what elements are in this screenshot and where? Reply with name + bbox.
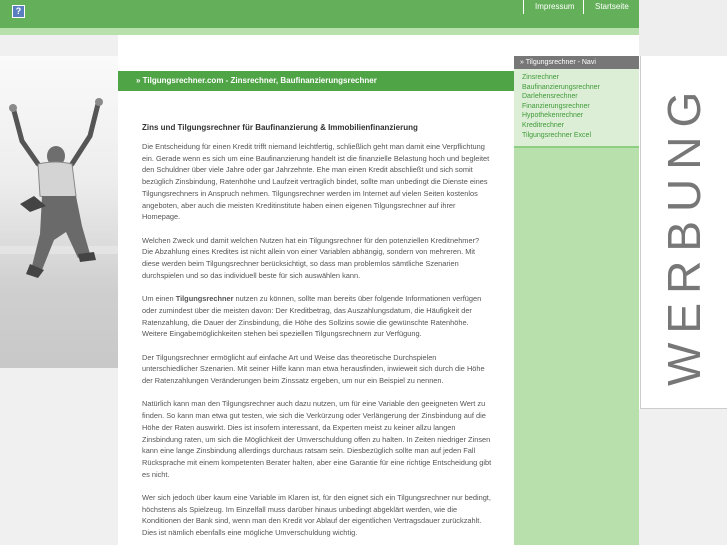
- jumping-man-illustration: [0, 56, 118, 368]
- jumping-man-photo: [0, 56, 118, 368]
- paragraph-2: Welchen Zweck und damit welchen Nutzen hat ein Tilgungsrechner für den potenziellen Kreditnehmer? Die Abzahlung eines Kredites ist nicht allein von einer Variablen abhängig, sondern von mehreren. Mit diese werden beim Tilgungsrechner berücksichtigt, so dass man problemlos sämtliche Szenarien durchspielen und so das individuell beste für sich auswählen kann.: [142, 235, 480, 280]
- sidebar-list: [514, 69, 639, 140]
- sidebar-item-darlehensrechner[interactable]: Darlehensrechner: [522, 93, 578, 101]
- sidebar-navigation: [514, 56, 639, 545]
- page-title: » Tilgungsrechner.com - Zinsrechner, Baufinanzierungsrechner: [136, 76, 377, 85]
- paragraph-3: [142, 293, 492, 340]
- advertisement-label: WERBUNG: [658, 82, 710, 386]
- header-sub-bar: [0, 28, 639, 35]
- sidebar-link-box: [514, 69, 639, 146]
- advertisement-panel[interactable]: [640, 56, 727, 409]
- top-navigation: [523, 0, 639, 14]
- header-right-background: [639, 0, 727, 56]
- main-content: [118, 91, 514, 545]
- nav-link-startseite[interactable]: Startseite: [583, 0, 639, 14]
- page-title-bar: [118, 71, 514, 91]
- nav-link-impressum[interactable]: Impressum: [523, 0, 583, 14]
- sidebar-item-kreditrechner[interactable]: Kreditrechner: [522, 121, 565, 129]
- sidebar-item-zinsrechner[interactable]: Zinsrechner: [522, 74, 559, 81]
- sidebar-divider: [514, 146, 639, 148]
- article-text: [142, 141, 492, 551]
- paragraph-4: Der Tilgungsrechner ermöglicht auf einfache Art und Weise das theoretische Durchspielen unterschiedlicher Szenarien. Mit seiner Hilfe kann man etwa herausfinden, inwieweit sich durch die Höhe der Ratenzahlungen Veränderungen beim Zinssatz ergeben, um nur ein Beispiel zu nennen.: [142, 352, 485, 386]
- content-heading: Zins und Tilgungsrechner für Baufinanzierung & Immobilienfinanzierung: [142, 123, 418, 132]
- sidebar-item-finanzierungsrechner[interactable]: Finanzierungsrechner: [522, 102, 590, 110]
- sidebar-item-tilgungsrechner-excel[interactable]: Tilgungsrechner Excel: [522, 131, 591, 139]
- paragraph-3-start: Um einen: [142, 294, 176, 304]
- right-lower-background: [639, 409, 727, 545]
- paragraph-1: Die Entscheidung für einen Kredit trifft niemand leichtfertig, schließlich geht man damit eine Verpflichtung ein. Gerade wenn es sich um eine Baufinanzierung handelt ist die finanzielle Belastung hoch und begleitet den Schuldner über viele Jahre oder gar Jahrzehnte. Ehe man einen Kredit abschließt und sich somit bezüglich Zinsbindung, Ratenhöhe und Laufzeit vertraglich bindet, sollte man unbedingt die Dienste eines Tilgungsrechners in Anspruch nehmen. Tilgungsrechner werden im Internet auf vielen Seiten kostenlos angeboten, aber auch die meisten Kreditinstitute haben einen eigenen Tilgungsrechner auf ihrer Homepage.: [142, 142, 490, 222]
- sidebar-item-hypothekenrechner[interactable]: Hypothekenrechner: [522, 112, 584, 120]
- paragraph-5: Natürlich kann man den Tilgungsrechner auch dazu nutzen, um für eine Variable den geeigneten Wert zu finden. So kann man etwa gut testen, wie sich die Verkürzung oder Verlängerung der Zinsbindung auf die Höhe der Raten auswirkt. Dies ist insofern interessant, da Experten meist zu keiner allzu langen Zinsbindung raten, um sich die Möglichkeit der Umverschuldung offen zu halten. In Zeiten niedriger Zinsen kann eine lange Zinsbindung allerdings durchaus ratsam sein. Diesbezüglich sollte man auf jeden Fall Rücksprache mit einem kompetenten Berater halten, aber eine Garantie für eine richtige Entscheidung gibt es nicht.: [142, 399, 492, 479]
- sidebar-item-baufinanzierungsrechner[interactable]: Baufinanzierungsrechner: [522, 83, 600, 91]
- help-icon[interactable]: ?: [12, 5, 25, 18]
- paragraph-3-bold: Tilgungsrechner: [175, 294, 234, 304]
- sidebar-title: » Tilgungsrechner - Navi: [514, 56, 639, 69]
- top-header-bar: [0, 0, 639, 28]
- paragraph-6: Wer sich jedoch über kaum eine Variable im Klaren ist, für den eignet sich ein Tilgungsrechner nur bedingt, höchstens als Spielzeug. Im Einzelfall muss darüber hinaus unbedingt abgeklärt werden, wie die Konditionen der Bank sind, wenn man den Kredit vor Ablauf der eigentlichen Vertragsdauer zurückzahlt. Dies ist nämlich ebenfalls eine mögliche Umverschuldung wichtig.: [142, 493, 491, 538]
- paragraph-3-end: nutzen zu können, sollte man bereits über folgende Informationen verfügen oder zumindest über die meisten davon: Der Kreditbetrag, das Auszahlungsdatum, die Häufigkeit der Ratenzahlung, die Dauer der Zinsbindung, die Höhe des Sollzins sowie die gewünschte Ratenhöhe. Weitere Eingabemöglichkeiten stehen bei speziellen Tilgungsrechnern zur Verfügung.: [142, 294, 482, 339]
